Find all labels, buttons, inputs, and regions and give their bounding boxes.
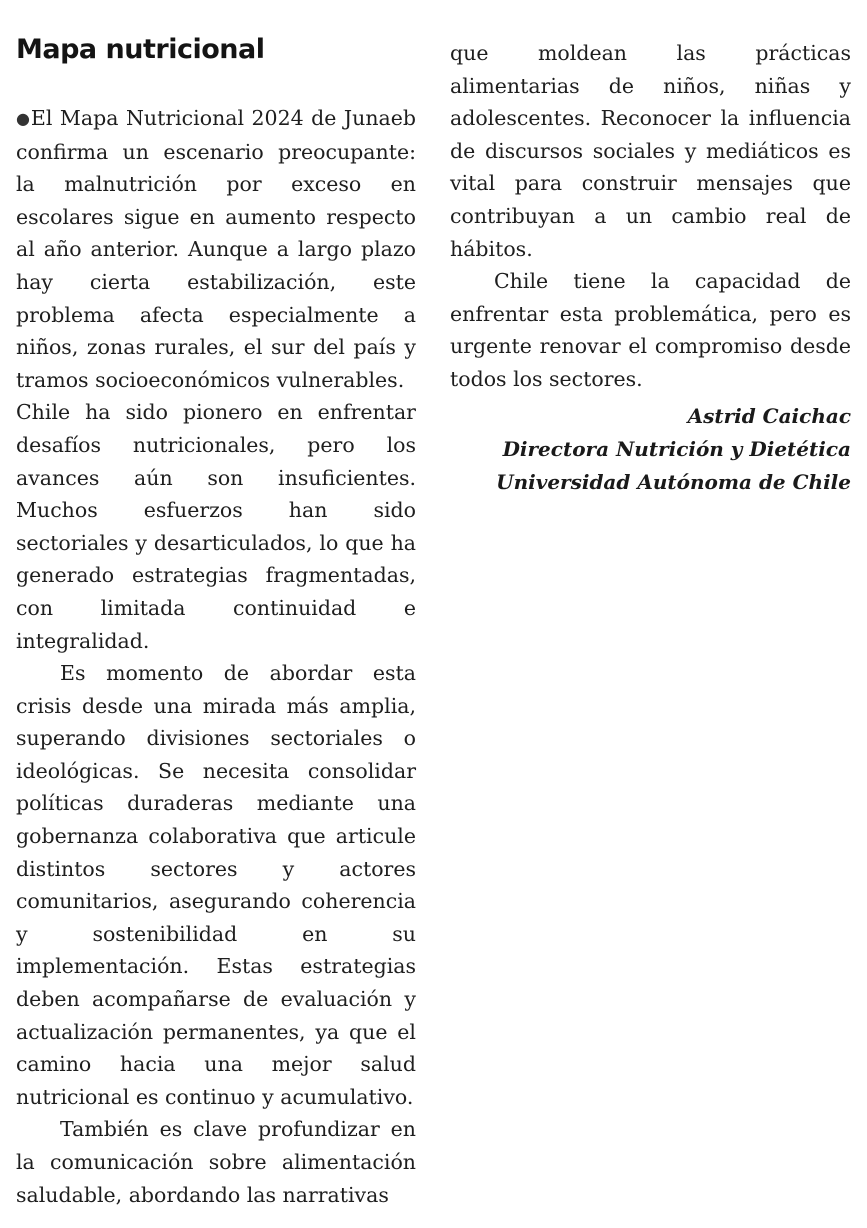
article-paragraph-1-text: El Mapa Nutricional 2024 de Junaeb confirma un escenario preocupante: la malnutrición por exceso en escolares sigue en aumento respecto al año anterior. Aunque a largo plazo hay cierta estabilización, este problema afecta especialmente a niños, zonas rurales, el sur del país y tramos socioeconómicos vulnerables.	[16, 106, 416, 392]
article-paragraph-1	[16, 102, 416, 396]
author-institution: Universidad Autónoma de Chile	[496, 470, 851, 494]
article-column-right	[450, 37, 851, 396]
article-column-left	[16, 102, 416, 1211]
bullet-icon: ●	[16, 109, 31, 128]
author-signature	[496, 400, 851, 499]
article-paragraph-5: Chile tiene la capacidad de enfrentar esta problemática, pero es urgente renovar el compromiso desde todos los sectores.	[450, 269, 851, 391]
author-name: Astrid Caichac	[687, 404, 851, 428]
article-paragraph-2: Chile ha sido pionero en enfrentar desafíos nutricionales, pero los avances aún son insuficientes. Muchos esfuerzos han sido sectoriales y desarticulados, lo que ha generado estrategias fragmentadas, con limitada continuidad e integralidad.	[16, 400, 416, 653]
article-paragraph-4-continued: que moldean las prácticas alimentarias de niños, niñas y adolescentes. Reconocer la influencia de discursos sociales y mediáticos es vital para construir mensajes que contribuyan a un cambio real de hábitos.	[450, 41, 851, 261]
article-title: Mapa nutricional	[16, 34, 265, 65]
author-role: Directora Nutrición y Dietética	[502, 437, 851, 461]
article-paragraph-3: Es momento de abordar esta crisis desde una mirada más amplia, superando divisiones sectoriales o ideológicas. Se necesita consolidar políticas duraderas mediante una gobernanza colaborativa que articule distintos sectores y actores comunitarios, asegurando coherencia y sostenibilidad en su implementación. Estas estrategias deben acompañarse de evaluación y actualización permanentes, ya que el camino hacia una mejor salud nutricional es continuo y acumulativo.	[16, 661, 416, 1109]
article-paragraph-4: También es clave profundizar en la comunicación sobre alimentación saludable, abordando las narrativas	[16, 1117, 416, 1207]
